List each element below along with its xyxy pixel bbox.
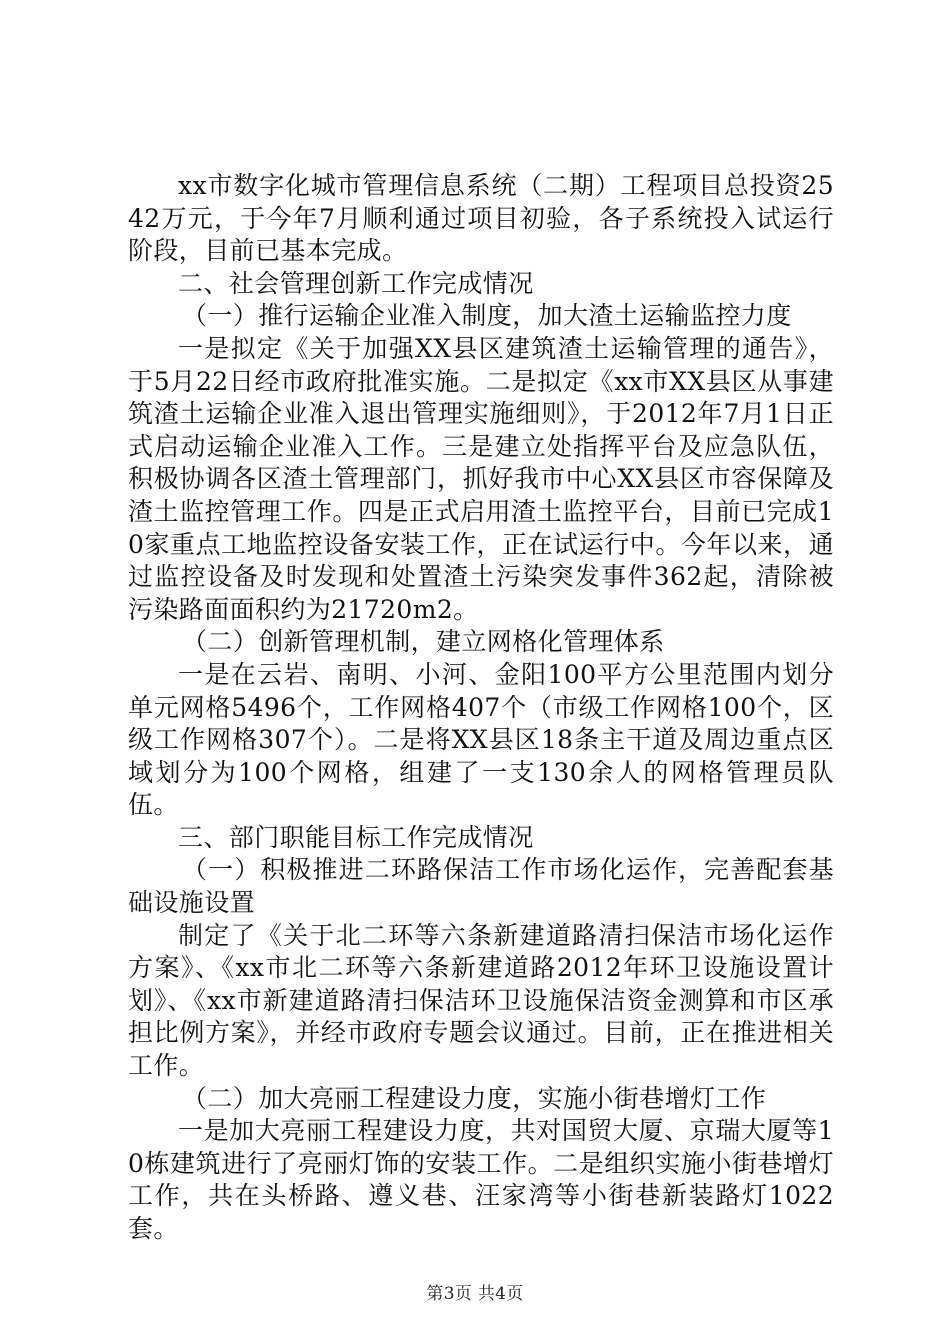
document-body: [128, 170, 834, 1246]
paragraph-grid-division: 一是在云岩、南明、小河、金阳100平方公里范围内划分单元网格5496个，工作网格407个（市级工作网格100个，区级工作网格307个）。二是将XX县区18条主干道及周边重点区域划分为100个网格，组建了一支130余人的网格管理员队伍。: [128, 659, 834, 820]
page-number-footer: 第3页 共4页: [426, 1284, 524, 1304]
subheading-ring-road-cleaning: （一）积极推进二环路保洁工作市场化运作，完善配套基础设施设置: [128, 855, 834, 918]
paragraph-cleaning-plans: 制定了《关于北二环等六条新建道路清扫保洁市场化运作方案》、《xx市北二环等六条新建道路2012年环卫设施设置计划》、《xx市新建道路清扫保洁环卫设施保洁资金测算和市区承担比例方案》，并经市政府专题会议通过。目前，正在推进相关工作。: [128, 920, 834, 1081]
subheading-lighting-project: （二）加大亮丽工程建设力度，实施小街巷增灯工作: [182, 1083, 767, 1113]
section-heading-social-management: 二、社会管理创新工作完成情况: [178, 268, 534, 298]
subheading-transport-enterprise-access: （一）推行运输企业准入制度，加大渣土运输监控力度: [182, 301, 792, 331]
section-heading-department-goals: 三、部门职能目标工作完成情况: [178, 822, 534, 852]
paragraph-muck-transport-measures: 一是拟定《关于加强XX县区建筑渣土运输管理的通告》，于5月22日经市政府批准实施。二是拟定《xx市XX县区从事建筑渣土运输企业准入退出管理实施细则》，于2012年7月1日正式启动运输企业准入工作。三是建立处指挥平台及应急队伍，积极协调各区渣土管理部门，抓好我市中心XX县区市容保障及渣土监控管理工作。四是正式启用渣土监控平台，目前已完成10家重点工地监控设备安装工作，正在试运行中。今年以来，通过监控设备及时发现和处置渣土污染突发事件362起，清除被污染路面面积约为21720m2。: [128, 333, 834, 624]
paragraph-project-investment: xx市数字化城市管理信息系统（二期）工程项目总投资2542万元，于今年7月顺利通过项目初验，各子系统投入试运行阶段，目前已基本完成。: [128, 171, 834, 266]
paragraph-lighting-installation: 一是加大亮丽工程建设力度，共对国贸大厦、京瑞大厦等10栋建筑进行了亮丽灯饰的安装工作。二是组织实施小街巷增灯工作，共在头桥路、遵义巷、汪家湾等小街巷新装路灯1022套。: [128, 1116, 834, 1243]
subheading-grid-management: （二）创新管理机制，建立网格化管理体系: [182, 627, 665, 657]
